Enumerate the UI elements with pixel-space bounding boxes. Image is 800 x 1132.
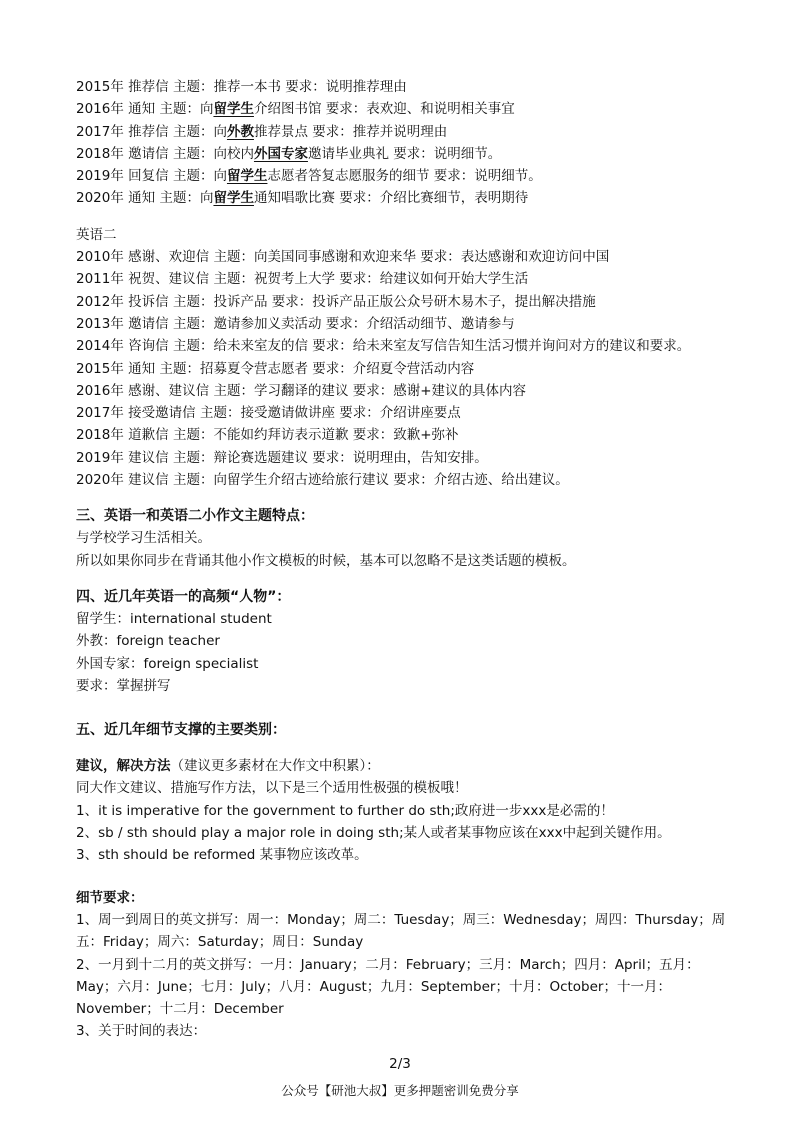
section-4-line: 留学生：international student: [76, 610, 272, 627]
letter-item-2018: 2018年 道歉信 主题：不能如约拜访表示道歉 要求：致歉+弥补: [76, 427, 459, 444]
section-5-title: 五、近几年细节支撑的主要类别：: [76, 722, 286, 739]
section-4-line: 外教：foreign teacher: [76, 633, 220, 650]
document-body: [76, 76, 726, 1043]
letter-item-2016: 2016年 感谢、建议信 主题：学习翻译的建议 要求：感谢+建议的具体内容: [76, 382, 527, 399]
highlighted-person: 留学生: [213, 101, 254, 118]
english2-heading: 英语二: [76, 226, 117, 243]
section-4-line: 外国专家：foreign specialist: [76, 655, 259, 672]
section-4-title: 四、近几年英语一的高频“人物”：: [76, 588, 291, 605]
english1-letter-list: [76, 76, 726, 210]
highlighted-person: 外国专家: [253, 145, 308, 162]
suggestion-template-2: 2、sb / sth should play a major role in doing sth;某人或者某事物应该在xxx中起到关键作用。: [76, 825, 671, 842]
letter-item-2015: 2015年 推荐信 主题：推荐一本书 要求：说明推荐理由: [76, 79, 407, 95]
suggestion-template-1: 1、it is imperative for the government to further do sth;政府进一步xxx是必需的！: [76, 802, 614, 819]
highlighted-person: 外教: [226, 123, 254, 140]
weekday-spelling: 1、周一到周日的英文拼写：周一：Monday；周二：Tuesday；周三：Wednesday；周四：Thursday；周五：Friday；周六：Saturday；周日：Sunday: [76, 911, 726, 951]
highlighted-person: 留学生: [213, 190, 254, 207]
letter-item-2016: 2016年 通知 主题：向留学生介绍图书馆 要求：表欢迎、和说明相关事宜: [76, 101, 515, 118]
letter-item-2017: 2017年 推荐信 主题：向外教推荐景点 要求：推荐并说明理由: [76, 123, 448, 140]
time-expression: 3、关于时间的表达：: [76, 1023, 207, 1040]
section-3-title: 三、英语一和英语二小作文主题特点：: [76, 508, 314, 525]
letter-item-2020: 2020年 建议信 主题：向留学生介绍古迹给旅行建议 要求：介绍古迹、给出建议。: [76, 472, 569, 489]
letter-item-2019: 2019年 回复信 主题：向留学生志愿者答复志愿服务的细节 要求：说明细节。: [76, 168, 542, 185]
subsection-details-heading: 细节要求：: [76, 889, 144, 906]
section-3-line: 所以如果你同步在背诵其他小作文模板的时候，基本可以忽略不是这类话题的模板。: [76, 552, 576, 569]
letter-item-2019: 2019年 建议信 主题：辩论赛选题建议 要求：说明理由，告知安排。: [76, 449, 488, 466]
letter-item-2012: 2012年 投诉信 主题：投诉产品 要求：投诉产品正版公众号研木易木子，提出解决措施: [76, 293, 596, 310]
letter-item-2011: 2011年 祝贺、建议信 主题：祝贺考上大学 要求：给建议如何开始大学生活: [76, 271, 529, 288]
english2-letter-list: [76, 246, 726, 491]
section-3-line: 与学校学习生活相关。: [76, 530, 211, 547]
suggestion-line: 同大作文建议、措施写作方法，以下是三个适用性极强的模板哦！: [76, 780, 468, 797]
section-4-line: 要求：掌握拼写: [76, 677, 171, 694]
letter-item-2014: 2014年 咨询信 主题：给未来室友的信 要求：给未来室友写信告知生活习惯并询问对方的建议和要求。: [76, 338, 691, 355]
suggestion-template-3: 3、sth should be reformed 某事物应该改革。: [76, 847, 368, 864]
letter-item-2015: 2015年 通知 主题：招募夏令营志愿者 要求：介绍夏令营活动内容: [76, 360, 475, 377]
letter-item-2013: 2013年 邀请信 主题：邀请参加义卖活动 要求：介绍活动细节、邀请参与: [76, 315, 515, 332]
page-number: 2/3: [389, 1056, 411, 1072]
highlighted-person: 留学生: [226, 168, 268, 185]
letter-item-2010: 2010年 感谢、欢迎信 主题：向美国同事感谢和欢迎来华 要求：表达感谢和欢迎访问中国: [76, 249, 610, 266]
letter-item-2018: 2018年 邀请信 主题：向校内外国专家邀请毕业典礼 要求：说明细节。: [76, 145, 502, 162]
letter-item-2017: 2017年 接受邀请信 主题：接受邀请做讲座 要求：介绍讲座要点: [76, 405, 461, 422]
footer-note: 公众号【研池大叔】更多押题密训免费分享: [281, 1083, 519, 1098]
letter-item-2020: 2020年 通知 主题：向留学生通知唱歌比赛 要求：介绍比赛细节，表明期待: [76, 190, 529, 207]
subsection-suggestions-heading: 建议，解决方法（建议更多素材在大作文中积累）：: [76, 758, 380, 775]
month-spelling: 2、一月到十二月的英文拼写：一月：January；二月：February；三月：March；四月：April；五月：May；六月：June；七月：July；八月：August；九月：September；十月：October；十一月：November；十二月：December: [76, 956, 700, 1018]
